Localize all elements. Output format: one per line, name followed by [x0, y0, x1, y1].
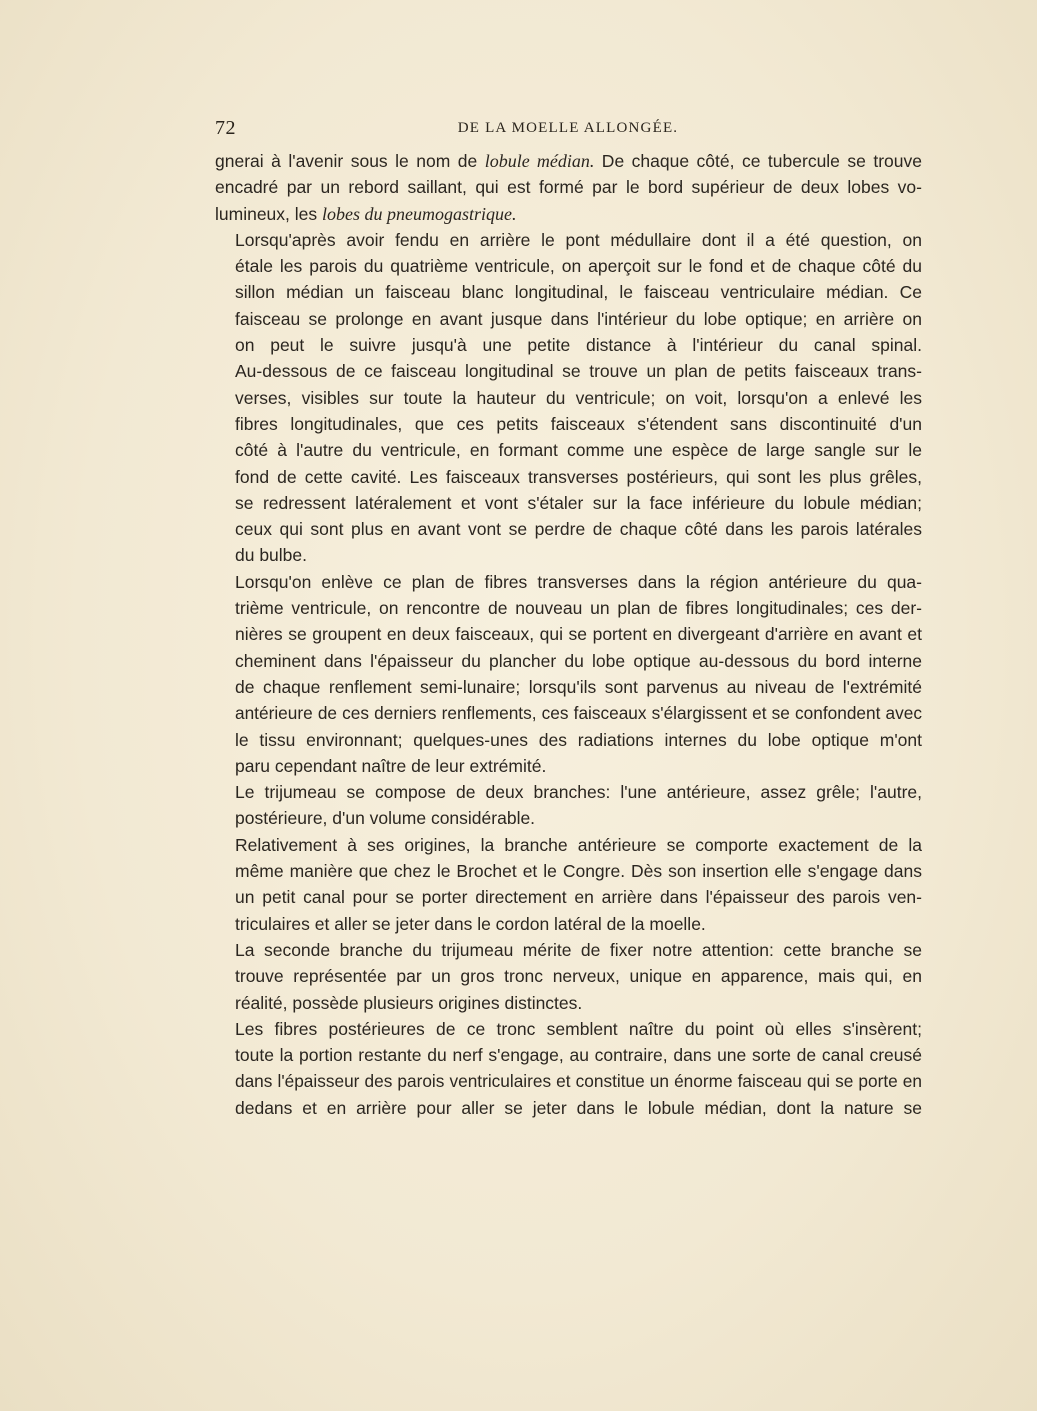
text-line: La seconde branche du trijumeau mérite de fixer notre attention: cette branche se	[235, 939, 922, 960]
text-line: Les fibres postérieures de ce tronc semblent naître du point où elles s'insèrent;	[235, 1018, 922, 1039]
text-line: faisceau se prolonge en avant jusque dans l'intérieur du lobe optique; en arrière on	[235, 308, 922, 329]
text-line: nières se groupent en deux faisceaux, qui se portent en divergeant d'arrière en avant et	[235, 624, 922, 645]
text-line: postérieure, d'un volume considérable.	[235, 808, 536, 829]
text-line: trouve représentée par un gros tronc nerveux, unique en apparence, mais qui, en	[235, 966, 922, 987]
text-line: triculaires et aller se jeter dans le cordon latéral de la moelle.	[235, 913, 706, 934]
text-line: encadré par un rebord saillant, qui est formé par le bord supérieur de deux lobes vo-	[215, 177, 922, 198]
text-line: Lorsqu'après avoir fendu en arrière le pont médullaire dont il a été question, on	[235, 229, 922, 250]
text-line: verses, visibles sur toute la hauteur du ventricule; on voit, lorsqu'on a enlevé les	[235, 387, 922, 408]
text-line: antérieure de ces derniers renflements, ces faisceaux s'élargissent et se confondent avec	[235, 703, 922, 724]
text-line: Au-dessous de ce faisceau longitudinal se trouve un plan de petits faisceaux trans-	[235, 361, 922, 382]
text-line: se redressent latéralement et vont s'étaler sur la face inférieure du lobule médian;	[235, 492, 922, 513]
text-line: Relativement à ses origines, la branche antérieure se comporte exactement de la	[235, 834, 922, 855]
text-line: lumineux, les lobes du pneumogastrique.	[215, 203, 517, 224]
text-line: un petit canal pour se porter directement en arrière dans l'épaisseur des parois ven-	[235, 887, 922, 908]
paragraph-6	[215, 937, 922, 1016]
paragraph-4	[215, 779, 922, 832]
text-line: cheminent dans l'épaisseur du plancher du lobe optique au-dessous du bord interne	[235, 650, 922, 671]
paragraph-1	[215, 148, 922, 227]
text-line: sillon médian un faisceau blanc longitudinal, le faisceau ventriculaire médian. Ce	[235, 282, 922, 303]
italic-term: lobule médian.	[484, 151, 595, 171]
text-line: Lorsqu'on enlève ce plan de fibres transverses dans la région antérieure du qua-	[235, 571, 922, 592]
page-number: 72	[215, 117, 236, 139]
text-line: le tissu environnant; quelques-unes des radiations internes du lobe optique m'ont	[235, 729, 922, 750]
text-line: dedans et en arrière pour aller se jeter dans le lobule médian, dont la nature se	[235, 1097, 922, 1118]
paragraph-7	[215, 1016, 922, 1121]
text-line: dans l'épaisseur des parois ventriculaires et constitue un énorme faisceau qui se porte en	[235, 1071, 922, 1092]
text-line: ceux qui sont plus en avant vont se perdre de chaque côté dans les parois latérales	[235, 519, 922, 540]
text-line: côté à l'autre du ventricule, en formant comme une espèce de large sangle sur le	[235, 440, 922, 461]
paragraph-3	[215, 569, 922, 779]
text-line: même manière que chez le Brochet et le Congre. Dès son insertion elle s'engage dans	[235, 861, 922, 882]
text-line: de chaque renflement semi-lunaire; lorsqu'ils sont parvenus au niveau de l'extrémité	[235, 676, 922, 697]
text-line: paru cependant naître de leur extrémité.	[235, 755, 547, 776]
body-text	[215, 148, 922, 1121]
text-line: Le trijumeau se compose de deux branches: l'une antérieure, assez grêle; l'autre,	[235, 782, 922, 803]
running-head: DE LA MOELLE ALLONGÉE.	[457, 120, 679, 136]
page-header	[213, 117, 923, 141]
paragraph-5	[215, 832, 922, 937]
text-line: on peut le suivre jusqu'à une petite distance à l'intérieur du canal spinal.	[235, 335, 922, 356]
text-line: gnerai à l'avenir sous le nom de lobule médian. De chaque côté, ce tubercule se trouve	[215, 151, 922, 171]
text-line: toute la portion restante du nerf s'engage, au contraire, dans une sorte de canal creusé	[235, 1045, 922, 1066]
text-line: réalité, possède plusieurs origines distinctes.	[235, 992, 583, 1013]
text-line: fond de cette cavité. Les faisceaux transverses postérieurs, qui sont les plus grêles,	[235, 466, 922, 487]
text-line: trième ventricule, on rencontre de nouveau un plan de fibres longitudinales; ces der-	[235, 598, 922, 619]
text-line: étale les parois du quatrième ventricule, on aperçoit sur le fond et de chaque côté du	[235, 256, 922, 277]
text-line: du bulbe.	[235, 545, 308, 566]
italic-term: lobes du pneumogastrique.	[322, 203, 517, 224]
paragraph-2	[215, 227, 922, 569]
text-line: fibres longitudinales, que ces petits faisceaux s'étendent sans discontinuité d'un	[235, 413, 922, 434]
